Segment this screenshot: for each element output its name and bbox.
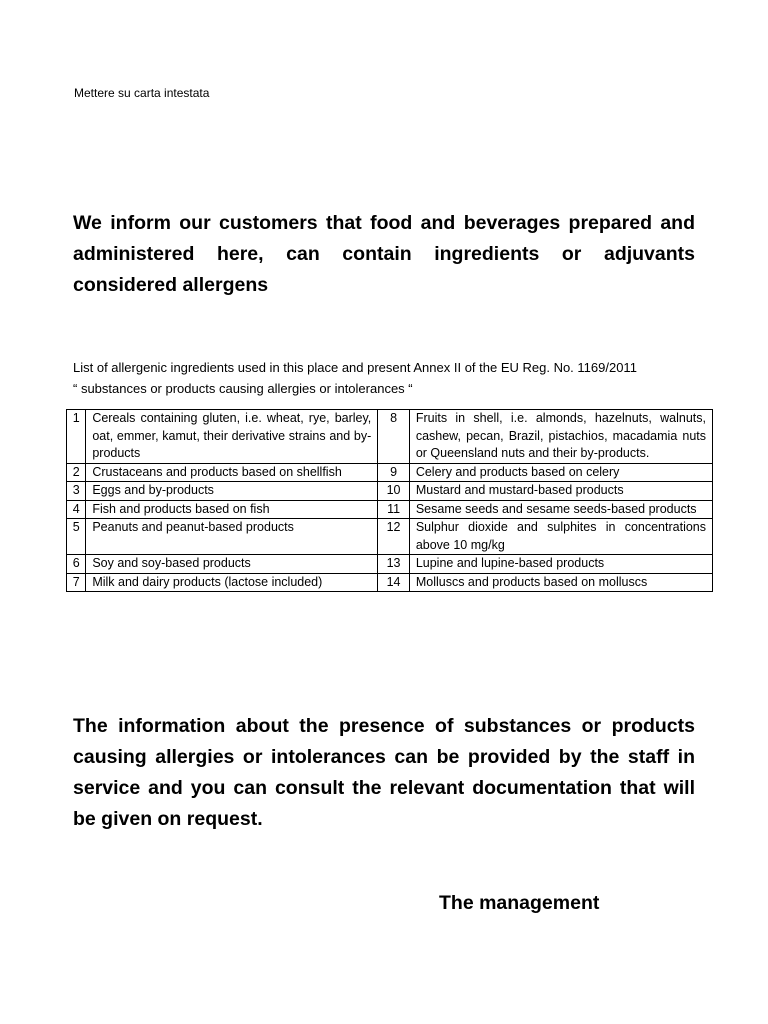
allergen-number: 6 xyxy=(67,555,86,574)
allergen-description: Celery and products based on celery xyxy=(409,463,712,482)
allergen-number: 5 xyxy=(67,519,86,555)
allergen-table xyxy=(66,409,713,592)
allergen-description: Milk and dairy products (lactose included) xyxy=(86,573,378,592)
table-row xyxy=(67,519,713,555)
allergen-description: Molluscs and products based on molluscs xyxy=(409,573,712,592)
allergen-description: Fruits in shell, i.e. almonds, hazelnuts, walnuts, cashew, pecan, Brazil, pistachios, macadamia nuts or Queensland nuts and their by-products. xyxy=(409,410,712,464)
allergen-description: Fish and products based on fish xyxy=(86,500,378,519)
table-row xyxy=(67,463,713,482)
allergen-description: Sulphur dioxide and sulphites in concentrations above 10 mg/kg xyxy=(409,519,712,555)
allergen-number: 7 xyxy=(67,573,86,592)
list-title-line-1: List of allergenic ingredients used in this place and present Annex II of the EU Reg. No. 1169/2011 xyxy=(73,360,637,375)
allergen-description: Crustaceans and products based on shellfish xyxy=(86,463,378,482)
allergen-number: 4 xyxy=(67,500,86,519)
allergen-table-body xyxy=(67,410,713,592)
allergen-description: Cereals containing gluten, i.e. wheat, rye, barley, oat, emmer, kamut, their derivative strains and by-products xyxy=(86,410,378,464)
allergen-description: Mustard and mustard-based products xyxy=(409,482,712,501)
table-row xyxy=(67,573,713,592)
allergen-description: Eggs and by-products xyxy=(86,482,378,501)
allergen-number: 9 xyxy=(378,463,410,482)
signature: The management xyxy=(439,892,600,914)
allergen-number: 2 xyxy=(67,463,86,482)
allergen-number: 3 xyxy=(67,482,86,501)
letterhead-note: Mettere su carta intestata xyxy=(74,86,210,100)
intro-statement: We inform our customers that food and beverages prepared and administered here, can contain ingredients or adjuvants considered allergens xyxy=(73,212,695,296)
list-title-line-2: “ substances or products causing allergies or intolerances “ xyxy=(73,381,413,396)
allergen-description: Sesame seeds and sesame seeds-based products xyxy=(409,500,712,519)
table-row xyxy=(67,482,713,501)
allergen-number: 11 xyxy=(378,500,410,519)
allergen-number: 1 xyxy=(67,410,86,464)
allergen-description: Lupine and lupine-based products xyxy=(409,555,712,574)
table-row xyxy=(67,500,713,519)
allergen-number: 14 xyxy=(378,573,410,592)
allergen-number: 13 xyxy=(378,555,410,574)
list-title xyxy=(73,357,713,399)
table-row xyxy=(67,555,713,574)
allergen-number: 8 xyxy=(378,410,410,464)
allergen-description: Peanuts and peanut-based products xyxy=(86,519,378,555)
table-row xyxy=(67,410,713,464)
allergen-description: Soy and soy-based products xyxy=(86,555,378,574)
allergen-number: 12 xyxy=(378,519,410,555)
allergen-number: 10 xyxy=(378,482,410,501)
info-statement: The information about the presence of substances or products causing allergies or intolerances can be provided by the staff in service and you can consult the relevant documentation that will be given on request. xyxy=(73,715,695,830)
